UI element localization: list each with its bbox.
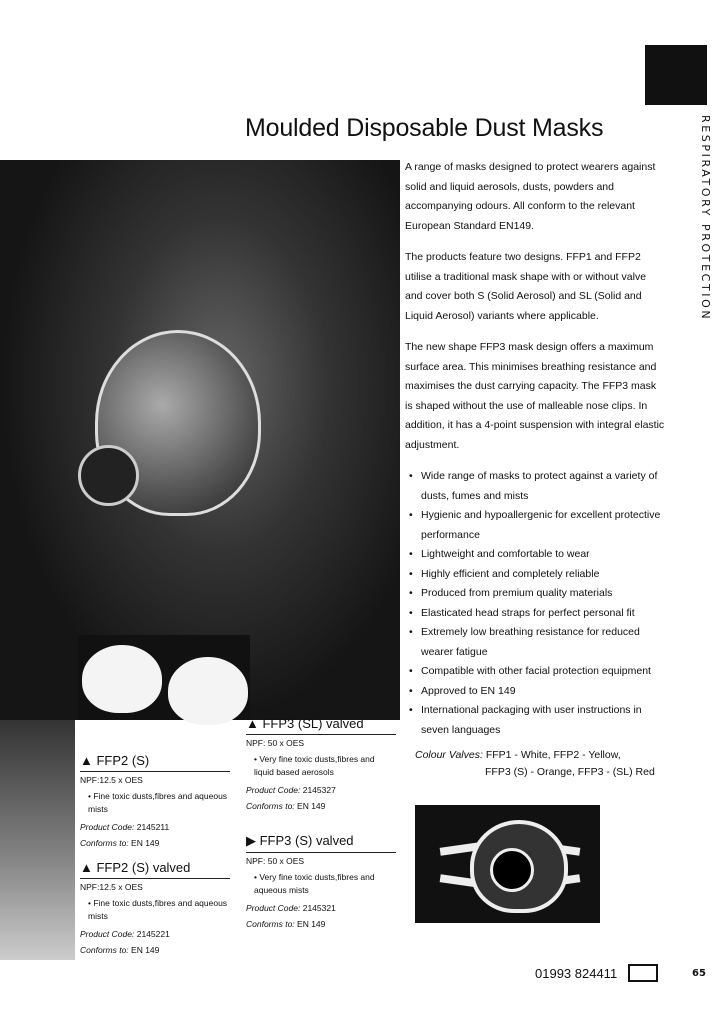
colour-line-1: FFP1 - White, FFP2 - Yellow, <box>485 749 621 761</box>
conforms-label: Conforms to: <box>246 801 295 811</box>
corner-tab-block <box>645 45 707 105</box>
photo-lower-strip <box>0 720 75 960</box>
product-standard: EN 149 <box>131 945 160 955</box>
product-desc: • Very fine toxic dusts,fibres and liquid based aerosols <box>254 754 375 777</box>
product-ffp2-s-valved <box>80 860 230 955</box>
product-code: 2145327 <box>302 785 336 795</box>
feature-item: • Wide range of masks to protect against a variety of dusts, fumes and mists <box>405 467 665 506</box>
code-label: Product Code: <box>80 929 135 939</box>
feature-item: • Approved to EN 149 <box>405 682 665 702</box>
mask-image <box>82 645 162 713</box>
colour-label: Colour Valves: <box>415 749 483 761</box>
product-npf: NPF: 50 x OES <box>246 738 305 748</box>
code-label: Product Code: <box>246 903 301 913</box>
product-code: 2145211 <box>136 822 170 832</box>
fax-phone-icon <box>628 964 658 982</box>
conforms-label: Conforms to: <box>80 838 129 848</box>
product-code: 2145321 <box>302 903 336 913</box>
section-side-label: RESPIRATORY PROTECTION <box>699 115 712 322</box>
feature-item: • Produced from premium quality materials <box>405 584 665 604</box>
product-npf: NPF: 50 x OES <box>246 856 305 866</box>
intro-paragraph: A range of masks designed to protect wearers against solid and liquid aerosols, dusts, powders and accompanying odours. All conform to the relevant European Standard EN149. <box>405 161 656 232</box>
colour-line-2: FFP3 (S) - Orange, FFP3 - (SL) Red <box>485 766 655 778</box>
product-ffp3-sl-valved <box>246 716 396 811</box>
product-ffp2-s <box>80 753 230 848</box>
ffp3-valve-image <box>490 848 534 892</box>
description-text <box>405 158 665 740</box>
intro-paragraph: The new shape FFP3 mask design offers a maximum surface area. This minimises breathing resistance and maximises the dust carrying capacity. The FFP3 mask is shaped without the use of malleable nose clips. In addition, it has a 4-point suspension with integral elastic adjustment. <box>405 341 665 451</box>
product-code: 2145221 <box>136 929 170 939</box>
feature-item: • Hygienic and hypoallergenic for excellent protective performance <box>405 506 665 545</box>
ffp2-masks-photo <box>78 635 250 720</box>
product-desc: • Very fine toxic dusts,fibres and aqueous mists <box>254 872 375 895</box>
colour-valves-note <box>415 747 655 781</box>
product-name: ▲ FFP3 (SL) valved <box>246 716 396 735</box>
intro-paragraph: The products feature two designs. FFP1 and FFP2 utilise a traditional mask shape with or without valve and cover both S (Solid Aerosol) and SL (Solid and Liquid Aerosol) variants where applicable. <box>405 251 647 322</box>
feature-item: • Extremely low breathing resistance for reduced wearer fatigue <box>405 623 665 662</box>
conforms-label: Conforms to: <box>246 919 295 929</box>
code-label: Product Code: <box>80 822 135 832</box>
code-label: Product Code: <box>246 785 301 795</box>
product-name: ▶ FFP3 (S) valved <box>246 833 396 853</box>
feature-item: • Lightweight and comfortable to wear <box>405 545 665 565</box>
product-name: ▲ FFP2 (S) valved <box>80 860 230 879</box>
product-ffp3-s-valved <box>246 833 396 929</box>
feature-item: • Elasticated head straps for perfect personal fit <box>405 604 665 624</box>
product-desc: • Fine toxic dusts,fibres and aqueous mists <box>88 898 228 921</box>
product-standard: EN 149 <box>131 838 160 848</box>
page-number: 65 <box>692 968 706 979</box>
feature-item: • Highly efficient and completely reliable <box>405 565 665 585</box>
product-npf: NPF:12.5 x OES <box>80 775 143 785</box>
product-npf: NPF:12.5 x OES <box>80 882 143 892</box>
feature-list <box>405 467 665 740</box>
product-name: ▲ FFP2 (S) <box>80 753 230 772</box>
product-standard: EN 149 <box>297 801 326 811</box>
page-title: Moulded Disposable Dust Masks <box>245 114 604 142</box>
mask-valve-image <box>78 445 139 506</box>
phone-number: 01993 824411 <box>535 966 618 981</box>
conforms-label: Conforms to: <box>80 945 129 955</box>
product-desc: • Fine toxic dusts,fibres and aqueous mists <box>88 791 228 814</box>
mask-image <box>168 657 248 725</box>
feature-item: • International packaging with user instructions in seven languages <box>405 701 665 740</box>
feature-item: • Compatible with other facial protection equipment <box>405 662 665 682</box>
product-standard: EN 149 <box>297 919 326 929</box>
